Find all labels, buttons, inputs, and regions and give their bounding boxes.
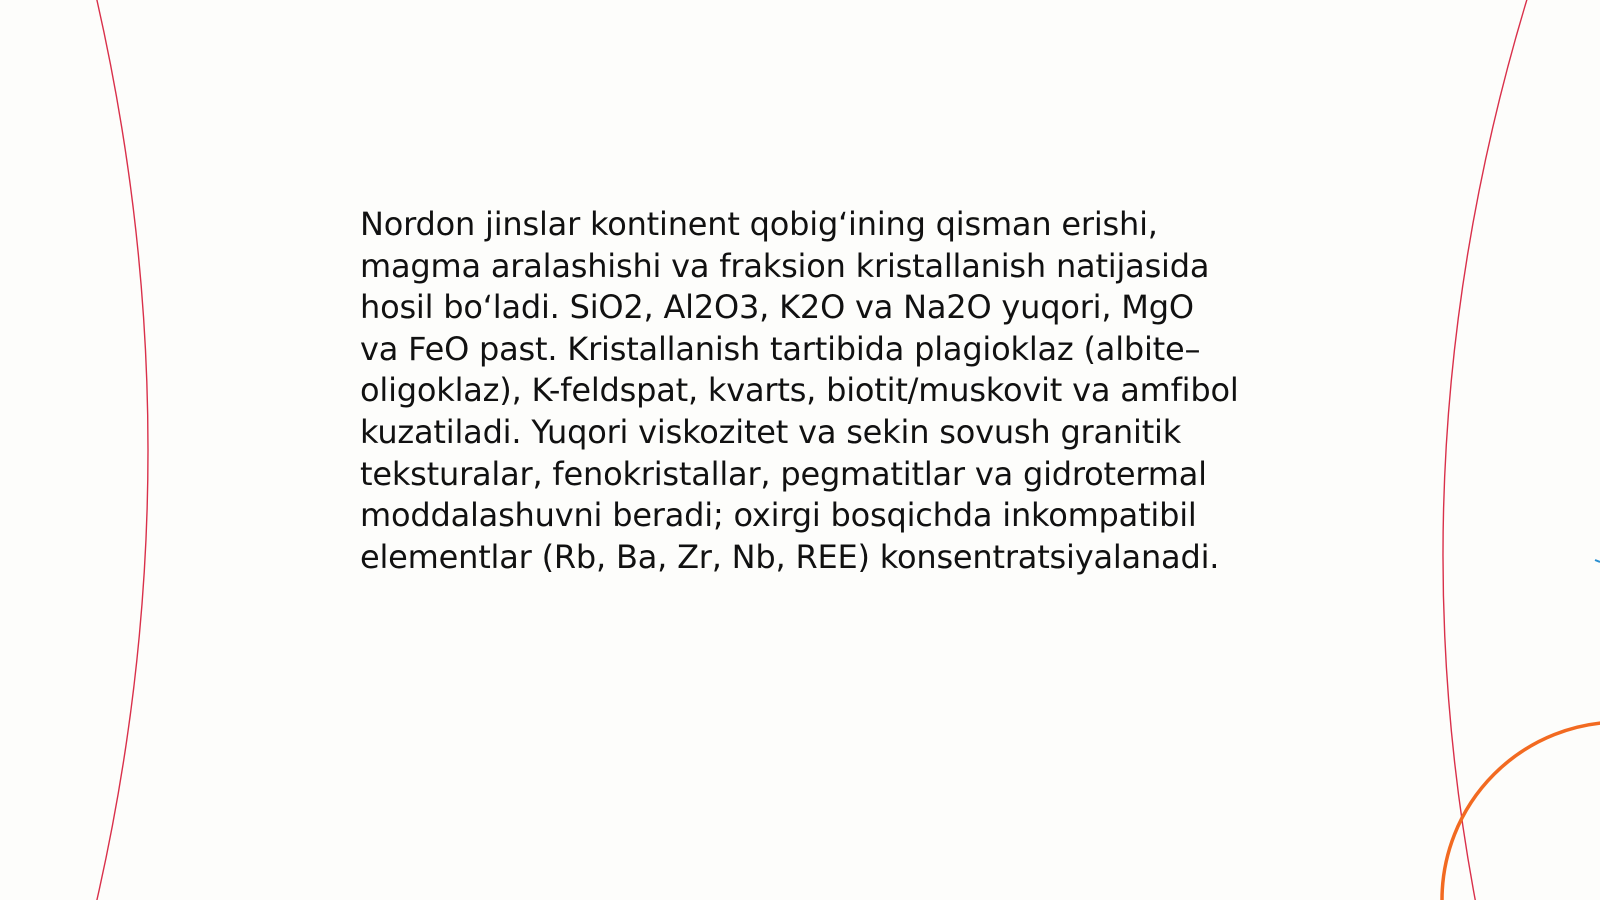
left-arc <box>96 0 148 900</box>
slide-body-text: Nordon jinslar kontinent qobig‘ining qisman erishi, magma aralashishi va fraksion kristallanish natijasida hosil bo‘ladi. SiO2, Al2O3, K2O va Na2O yuqori, MgO va FeO past. Kristallanish tartibida plagioklaz (albite–oligoklaz), K-feldspat, kvarts, biotit/muskovit va amfibol kuzatiladi. Yuqori viskozitet va sekin sovush granitik teksturalar, fenokristallar, pegmatitlar va gidrotermal moddalashuvni beradi; oxirgi bosqichda inkompatibil elementlar (Rb, Ba, Zr, Nb, REE) konsentratsiyalanadi. <box>360 205 1239 576</box>
right-arc <box>1443 0 1528 900</box>
orange-circle-arc <box>1442 722 1600 900</box>
right-edge-tick <box>1595 560 1600 562</box>
